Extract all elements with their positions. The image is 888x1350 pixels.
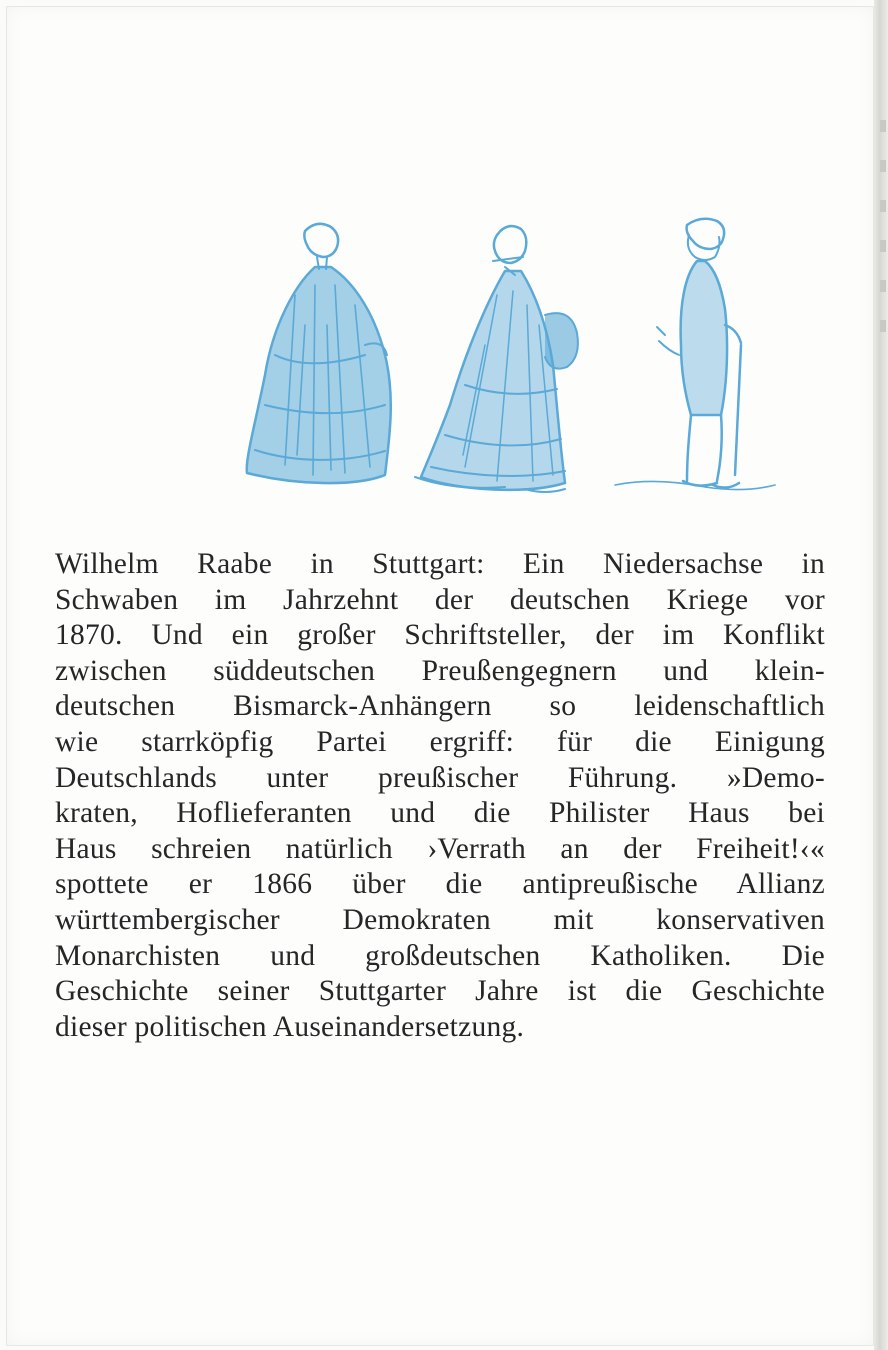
- woman-with-bonnet-figure: [415, 226, 578, 492]
- spine-mark: [880, 200, 886, 212]
- blurb-line: württembergischer Demokraten mit konservativen: [55, 903, 825, 936]
- blurb-line: zwischen süddeutschen Preußengegnern und klein-: [55, 654, 825, 687]
- blurb-line: wie starrköpfig Partei ergriff: für die Einigung: [55, 725, 825, 758]
- blurb-line: Wilhelm Raabe in Stuttgart: Ein Niedersachse in: [55, 548, 825, 580]
- spine-mark: [880, 280, 886, 292]
- blurb-line: Geschichte seiner Stuttgarter Jahre ist die Geschichte: [55, 975, 825, 1008]
- spine-edge: [874, 0, 888, 1350]
- woman-in-cloak-figure: [247, 224, 391, 483]
- blurb-line: Monarchisten und großdeutschen Katholiken. Die: [55, 939, 825, 972]
- spine-mark: [880, 120, 886, 132]
- blurb-line: 1870. Und ein großer Schriftsteller, der im Konflikt: [55, 619, 825, 652]
- spine-mark: [880, 240, 886, 252]
- blurb-text: [55, 547, 825, 1045]
- blurb-line: Haus schreien natürlich ›Verrath an der Freiheit!‹«: [55, 832, 825, 865]
- blurb-line: Deutschlands unter preußischer Führung. »Demo-: [55, 761, 825, 794]
- blurb-line: Schwaben im Jahrzehnt der deutschen Kriege vor: [55, 583, 825, 616]
- blurb-line: spottete er 1866 über die antipreußische Allianz: [55, 868, 825, 901]
- spine-mark: [880, 160, 886, 172]
- cover-panel: [6, 6, 874, 1346]
- blurb-line: dieser politischen Auseinandersetzung.: [55, 1010, 525, 1043]
- spine-mark: [880, 320, 886, 332]
- blurb-line: kraten, Hoflieferanten und die Philister Haus bei: [55, 797, 825, 830]
- three-figures-illustration: [235, 205, 785, 515]
- blurb-line: deutschen Bismarck-Anhängern so leidenschaftlich: [55, 690, 825, 723]
- man-with-cane-figure: [615, 219, 775, 490]
